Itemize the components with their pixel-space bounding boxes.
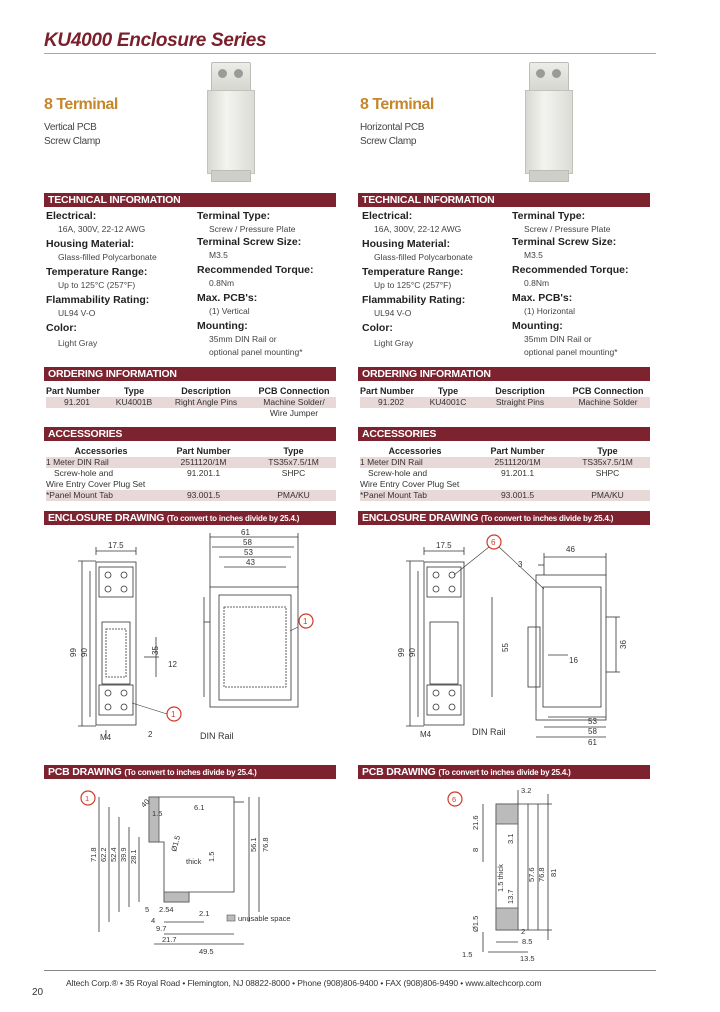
dim-label: 99 [69,648,78,657]
dim-label: 90 [80,648,89,657]
dim-label: 3.1 [506,833,515,844]
dim-label: 58 [588,727,597,736]
col-header: Type [283,446,304,456]
spec-value: Glass-filled Polycarbonate [58,252,157,262]
spec-value: (1) Vertical [209,306,250,316]
right-specs-b [512,210,652,359]
cell: PMA/KU [251,490,336,501]
right-pcb-drawing [358,782,650,966]
dim-label: 55 [501,643,510,652]
left-specs-b [197,210,337,359]
dim-label: thick [186,857,202,866]
page-title: KU4000 Enclosure Series [44,30,267,51]
dim-label: 53 [244,548,253,557]
right-accessories-table [360,445,650,501]
bar-title: ENCLOSURE DRAWING [48,512,165,524]
right-accessories-bar: ACCESSORIES [358,427,650,441]
right-heading: 8 Terminal [360,96,434,113]
dim-label: 8 [471,847,480,852]
spec-label: Housing Material: [362,238,451,250]
left-ordering-bar: ORDERING INFORMATION [44,367,336,381]
left-accessories-bar: ACCESSORIES [44,427,336,441]
dim-label: 99 [397,648,406,657]
dim-label: 21.6 [471,815,480,830]
cell: SHPC [595,468,620,478]
spec-label: Electrical: [46,210,97,222]
dim-label: 57.6 [527,867,536,882]
col-header: Type [123,386,145,396]
col-header: Type [597,446,618,456]
dim-label: 2 [521,927,526,936]
dim-label: 62.2 [99,847,108,862]
spec-label: Temperature Range: [362,266,464,278]
cell: 2511120/1M [470,457,565,468]
col-header: Type [437,386,459,396]
spec-value: M3.5 [209,250,228,260]
col-header: Part Number [490,446,545,456]
table-row [46,490,336,501]
right-ordering-bar: ORDERING INFORMATION [358,367,650,381]
spec-value: 16A, 300V, 22-12 AWG [58,224,146,234]
cell: *Panel Mount Tab [46,490,156,501]
left-pcb-bar [44,765,336,779]
dim-label: 76.8 [261,837,270,852]
right-pcb-bar [358,765,650,779]
dim-label: 40 [139,797,152,810]
left-technical-bar: TECHNICAL INFORMATION [44,193,336,207]
left-enclosure-bar [44,511,336,525]
callout-number: 6 [491,538,496,547]
cell: 91.201.1 [500,468,535,478]
spec-label: Temperature Range: [46,266,148,278]
dim-label: 81 [549,868,558,877]
table-row [360,468,650,479]
dim-label: 28.1 [129,849,138,864]
spec-value: Screw / Pressure Plate [524,224,611,234]
dim-label: 9.7 [156,924,167,933]
cell: Screw-hole and [54,468,114,478]
legend-text: unusable space [238,914,291,923]
bar-title: PCB DRAWING [48,766,122,778]
table-row [46,457,336,468]
spec-label: Recommended Torque: [512,264,629,276]
table-row [46,397,336,408]
table-row [360,457,650,468]
col-header: Accessories [388,446,442,456]
cell: KU4001C [422,397,474,408]
dim-label: 2 [148,730,153,739]
right-ordering-table [360,385,650,408]
spec-value: UL94 V-O [58,308,96,318]
product-photo-vertical [207,62,253,180]
left-subheading-clamp: Screw Clamp [44,136,101,147]
spec-value: optional panel mounting* [524,347,618,357]
spec-value: optional panel mounting* [209,347,303,357]
spec-value: (1) Horizontal [524,306,576,316]
dim-label: M4 [100,733,112,742]
dim-label: 90 [408,648,417,657]
dim-label: 8.5 [522,937,533,946]
cell: PMA/KU [565,490,650,501]
col-header: Description [495,386,545,396]
callout-number: 1 [85,794,90,803]
dim-label: 17.5 [108,541,124,550]
spec-label: Flammability Rating: [362,294,466,306]
spec-label: Electrical: [362,210,413,222]
spec-value: Light Gray [58,338,98,348]
bar-title: ENCLOSURE DRAWING [362,512,479,524]
dim-label: 61 [588,738,597,747]
bar-note: (To convert to inches divide by 25.4.) [480,514,614,523]
right-technical-bar: TECHNICAL INFORMATION [358,193,650,207]
dim-label: 13.7 [506,889,515,904]
right-subheading-clamp: Screw Clamp [360,136,417,147]
spec-value: M3.5 [524,250,543,260]
cell [160,408,252,419]
col-header: Part Number [46,386,101,396]
spec-label: Terminal Type: [512,210,586,222]
left-specs-a [46,210,196,350]
bottom-terminal-block [99,685,133,715]
cell: 91.202 [360,397,422,408]
side-housing-outline [536,575,606,720]
dim-label: 46 [566,545,575,554]
dim-label: 3.2 [521,786,532,795]
dim-label: 56.1 [249,837,258,852]
dim-label: Ø1.5 [471,915,480,932]
bar-note: (To convert to inches divide by 25.4.) [438,768,571,777]
dim-label: 1.5 thick [496,864,505,892]
spec-value: Screw / Pressure Plate [209,224,296,234]
dim-label: 58 [243,538,252,547]
spec-label: Color: [46,322,77,334]
right-specs-a [362,210,512,350]
cell: 2511120/1M [156,457,251,468]
dim-label: 1.5 [207,851,216,862]
callout-number: 1 [303,617,308,626]
din-rail-label: DIN Rail [200,731,234,741]
spec-label: Housing Material: [46,238,135,250]
cell: TS35x7.5/1M [565,457,650,468]
cell: Machine Solder [566,397,650,408]
cell: Straight Pins [474,397,566,408]
spec-value: 16A, 300V, 22-12 AWG [374,224,462,234]
cell: Wire Entry Cover Plug Set [360,479,460,489]
cell: 91.201 [46,397,108,408]
footer-contact: Altech Corp.® • 35 Royal Road • Flemington, NJ 08822-8000 • Phone (908)806-9400 • FAX (908)806-9490 • www.altechcorp.com [66,978,542,988]
spec-label: Terminal Type: [197,210,271,222]
spec-value: 35mm DIN Rail or [524,334,592,344]
bar-note: (To convert to inches divide by 25.4.) [166,514,300,523]
spec-value: Up to 125°C (257°F) [58,280,136,290]
spec-label: Mounting: [512,320,563,332]
side-housing-outline [210,587,298,707]
spec-label: Max. PCB's: [512,292,573,304]
product-photo-horizontal [525,62,571,180]
dim-label: 61 [241,528,250,537]
dim-label: 49.5 [199,947,214,956]
dim-label: 6.1 [194,803,205,812]
table-row [46,408,336,419]
dim-label: 39.9 [119,847,128,862]
cell: 93.001.5 [156,490,251,501]
cell: SHPC [281,468,306,478]
cell: 1 Meter DIN Rail [360,457,470,468]
dim-label: 5 [145,905,150,914]
dim-label: 36 [619,640,628,649]
table-row [46,468,336,479]
bar-note: (To convert to inches divide by 25.4.) [124,768,257,777]
cell [108,408,160,419]
spec-value: Up to 125°C (257°F) [374,280,452,290]
callout-number: 1 [171,710,176,719]
spec-label: Max. PCB's: [197,292,258,304]
bottom-terminal-block [427,685,461,715]
dim-label: 53 [588,717,597,726]
cell: Screw-hole and [368,468,428,478]
right-enclosure-bar [358,511,650,525]
cell: Wire Entry Cover Plug Set [46,479,146,489]
cell: Machine Solder/ [252,397,336,408]
cell: *Panel Mount Tab [360,490,470,501]
col-header: Description [181,386,231,396]
dim-label: 76.8 [537,867,546,882]
cell: Wire Jumper [269,408,319,418]
dim-label: 1.5 [462,950,473,959]
dim-label: 21.7 [162,935,177,944]
cell: 93.001.5 [470,490,565,501]
dim-label: 3 [518,560,523,569]
col-header: PCB Connection [572,386,644,396]
left-heading: 8 Terminal [44,96,118,113]
spec-label: Flammability Rating: [46,294,150,306]
dim-label: 4 [151,916,156,925]
cell: KU4001B [108,397,160,408]
spec-label: Terminal Screw Size: [197,236,302,248]
table-row [46,479,336,490]
cell: TS35x7.5/1M [251,457,336,468]
cell: 1 Meter DIN Rail [46,457,156,468]
col-header: Part Number [360,386,415,396]
dim-label: 2.54 [159,905,174,914]
spec-value: 35mm DIN Rail or [209,334,277,344]
spec-value: Light Gray [374,338,414,348]
left-accessories-table [46,445,336,501]
cell: Right Angle Pins [160,397,252,408]
cell [46,408,108,419]
dim-label: 43 [246,558,255,567]
spec-label: Color: [362,322,393,334]
spec-label: Recommended Torque: [197,264,314,276]
col-header: PCB Connection [258,386,330,396]
spec-value: 0.8Nm [209,278,235,288]
left-enclosure-drawing [44,527,336,749]
page-number: 20 [32,987,44,998]
table-row [360,397,650,408]
dim-label: M4 [420,730,432,739]
right-enclosure-drawing [358,527,650,749]
dim-label: 35 [151,646,160,655]
left-pcb-drawing [44,782,336,966]
din-rail-label: DIN Rail [472,727,506,737]
cell: 91.201.1 [186,468,221,478]
dim-label: 2.1 [199,909,210,918]
bar-title: PCB DRAWING [362,766,436,778]
dim-label: Ø1.5 [169,834,183,853]
dim-label: 13.5 [520,954,535,963]
left-ordering-table [46,385,336,419]
spec-value: UL94 V-O [374,308,412,318]
dim-label: 12 [168,660,177,669]
top-terminal-block [427,567,461,597]
left-subheading-pcb: Vertical PCB [44,122,97,133]
spec-value: 0.8Nm [524,278,550,288]
right-subheading-pcb: Horizontal PCB [360,122,425,133]
dim-label: 17.5 [436,541,452,550]
dim-label: 16 [569,656,578,665]
spec-label: Mounting: [197,320,248,332]
spec-label: Terminal Screw Size: [512,236,617,248]
table-row [360,490,650,501]
col-header: Accessories [74,446,128,456]
unusable-space-swatch [227,915,235,921]
table-row [360,479,650,490]
spec-value: Glass-filled Polycarbonate [374,252,473,262]
top-terminal-block [99,567,133,597]
dim-label: 1.5 [152,809,163,818]
col-header: Part Number [176,446,231,456]
callout-number: 6 [452,795,457,804]
dim-label: 52.4 [109,847,118,862]
footer-divider [44,970,656,971]
dim-label: 71.8 [89,847,98,862]
title-divider [44,53,656,54]
